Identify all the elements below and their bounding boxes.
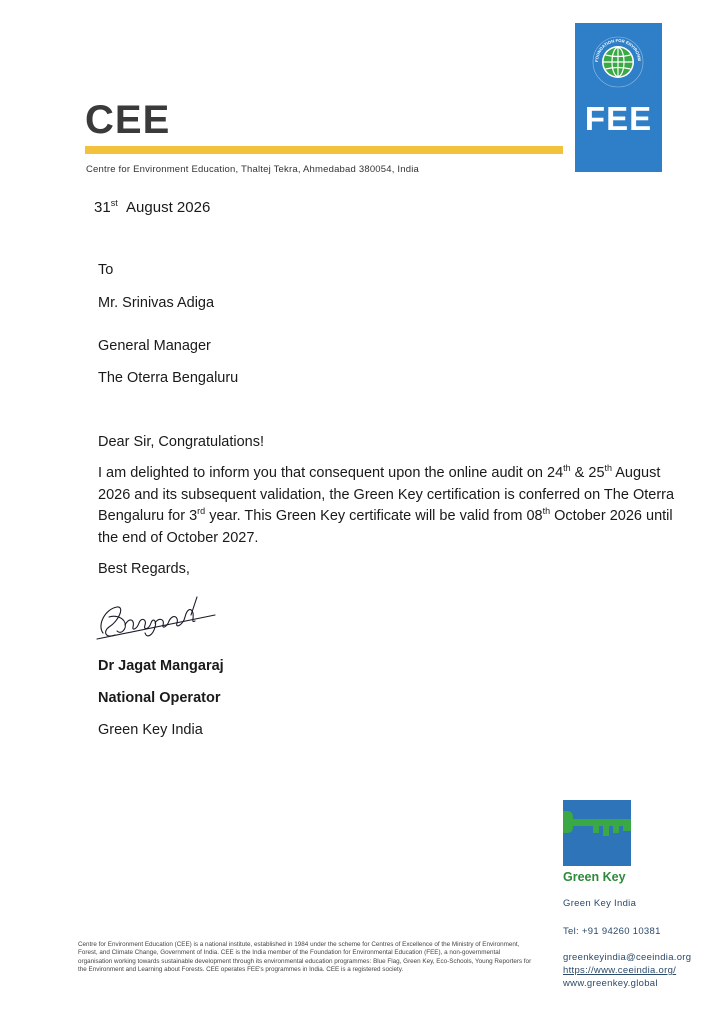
to-label: To xyxy=(98,262,114,278)
recipient-title: General Manager xyxy=(98,338,211,354)
green-key-logo xyxy=(563,800,631,866)
date-suffix: st xyxy=(110,198,118,208)
fee-logo xyxy=(575,23,662,172)
email-link[interactable]: greenkeyindia@ceeindia.org xyxy=(563,952,692,963)
cee-website-link[interactable]: https://www.ceeindia.org/ xyxy=(563,965,677,976)
green-key-logo-label: Green Key xyxy=(563,870,626,884)
signatory-org: Green Key India xyxy=(98,722,203,738)
header-yellow-bar xyxy=(85,146,563,154)
body-sup-3: rd xyxy=(197,506,206,516)
green-key-org: Green Key India xyxy=(563,898,637,909)
key-icon xyxy=(563,800,631,866)
letter-date xyxy=(94,199,210,216)
fee-logo-text: FEE xyxy=(584,100,653,137)
date-day: 31 xyxy=(94,199,111,216)
salutation: Dear Sir, Congratulations! xyxy=(98,434,265,450)
body-part-5: October 2026 until the end of October 2027. xyxy=(98,508,673,546)
body-sup-2: th xyxy=(604,463,613,473)
body-sup-1: th xyxy=(563,463,571,473)
recipient-name: Mr. Srinivas Adiga xyxy=(98,295,215,311)
closing: Best Regards, xyxy=(98,561,190,577)
recipient-org: The Oterra Bengaluru xyxy=(98,370,239,386)
signature-image xyxy=(95,595,225,645)
telephone: Tel: +91 94260 10381 xyxy=(563,926,661,937)
signatory-name: Dr Jagat Mangaraj xyxy=(98,658,224,674)
body-part-1: I am delighted to inform you that consequent upon the online audit on 24 xyxy=(98,465,564,481)
footer-note: Centre for Environment Education (CEE) is a national institute, established in 1984 under the scheme for Centres of Excellence of the Ministry of Environment, Forest, and Climate Change, Government of India. CEE is the India member of the Foundation for Environmental Education (FEE), a non-governmental organisation working towards sustainable development through its environmental education programmes: Blue Flag, Green Key, Eco-Schools, Young Reporters for the Environment and Learning about Forests. CEE operates FEE's programmes in India. CEE is a registered society. xyxy=(78,941,532,974)
cee-address: Centre for Environment Education, Thaltej Tekra, Ahmedabad 380054, India xyxy=(86,164,420,175)
body-part-2: & 25 xyxy=(570,465,605,481)
fee-ring-text: FOUNDATION FOR ENVIRONM xyxy=(593,37,643,63)
signatory-title: National Operator xyxy=(98,690,221,706)
date-rest: August 2026 xyxy=(126,199,211,216)
cee-logo: CEE xyxy=(85,98,171,142)
greenkey-website-link[interactable]: www.greenkey.global xyxy=(563,978,658,989)
body-sup-4: th xyxy=(542,506,551,516)
letter-body xyxy=(98,463,688,549)
body-part-4: year. This Green Key certificate will be valid from 08 xyxy=(205,508,543,524)
body-part-3: August 2026 and its subsequent validation, the Green Key certification is conferred on The Oterra Bengaluru for 3 xyxy=(98,465,675,524)
fee-globe-icon xyxy=(592,36,644,88)
